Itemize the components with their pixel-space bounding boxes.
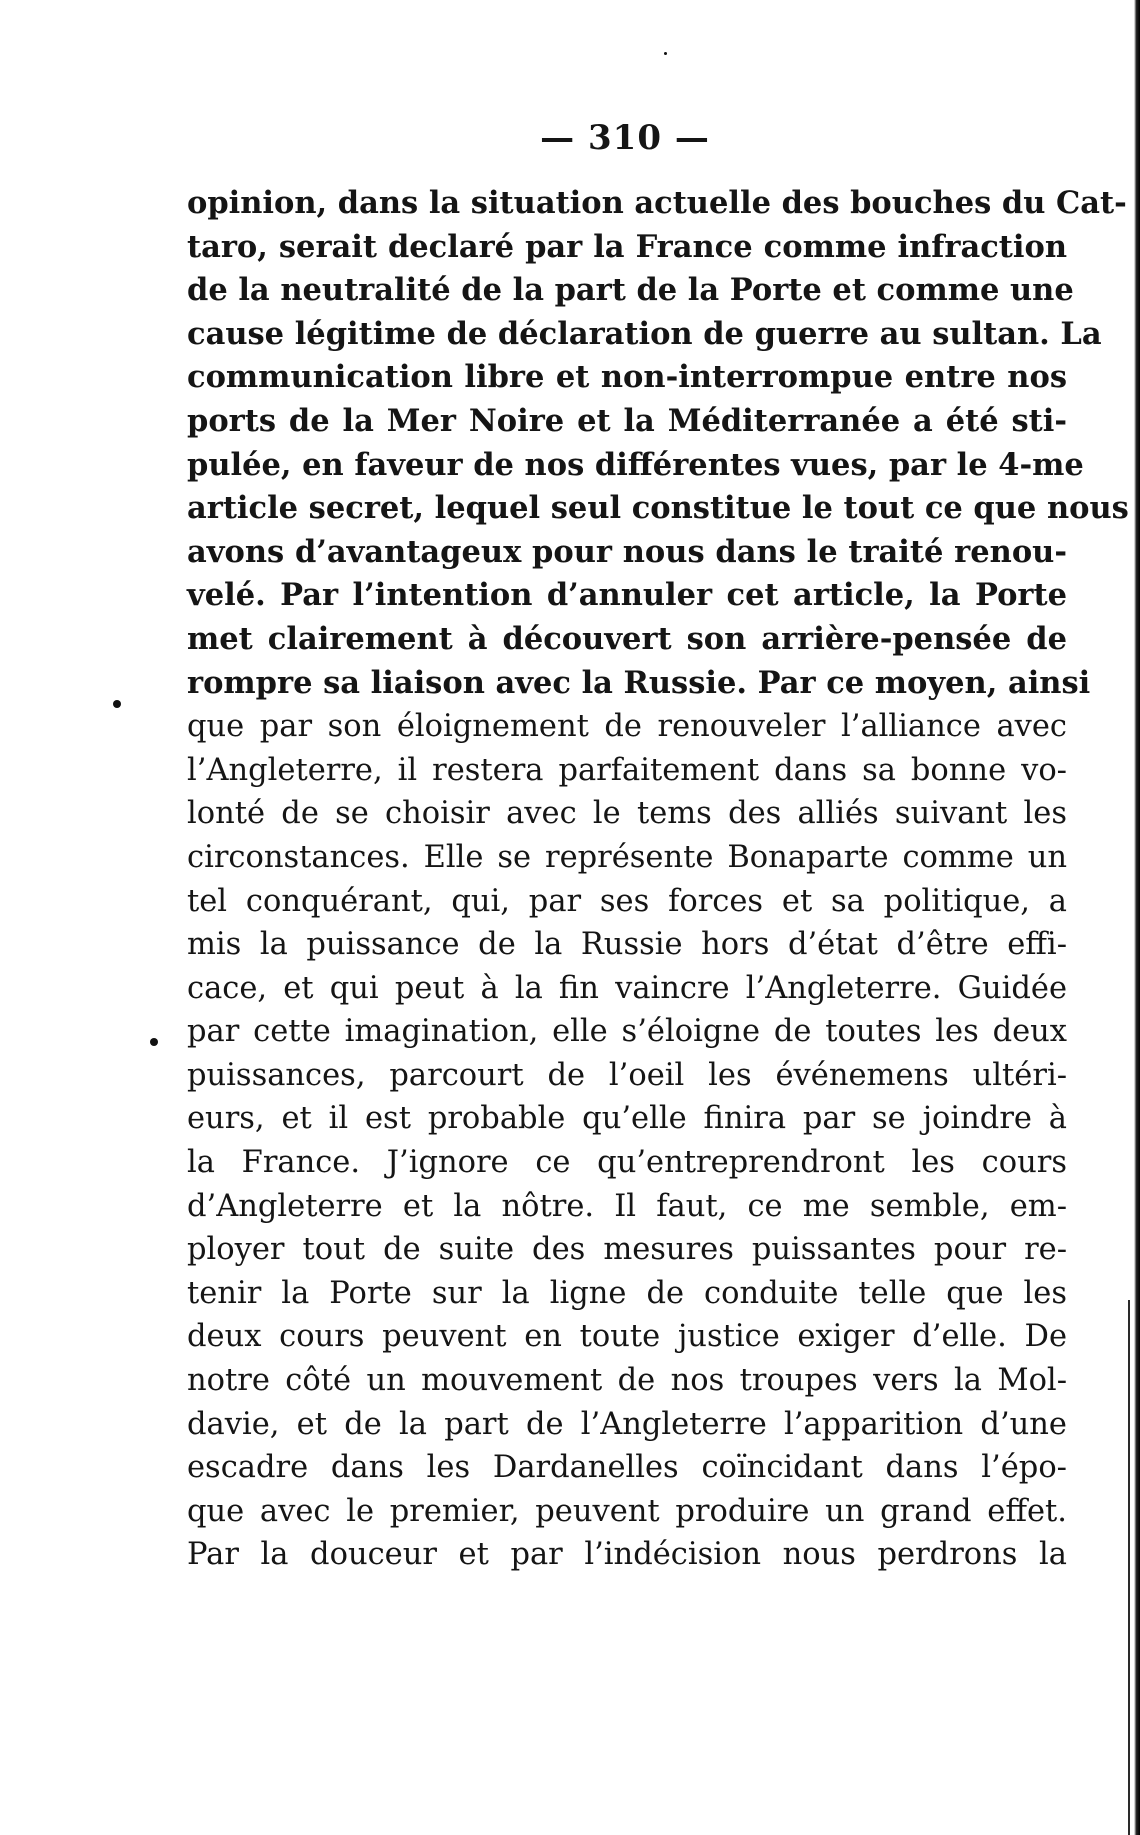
text-line: notre côté un mouvement de nos troupes vers la Mol- — [187, 1363, 1067, 1399]
text-line: ployer tout de suite des mesures puissantes pour re- — [187, 1232, 1067, 1268]
text-line: communication libre et non-interrompue entre nos — [187, 359, 1067, 396]
text-line: la France. J’ignore ce qu’entreprendront les cours — [187, 1145, 1067, 1181]
body-text — [187, 182, 1129, 1577]
text-line: deux cours peuvent en toute justice exiger d’elle. De — [187, 1319, 1067, 1355]
text-line: met clairement à découvert son arrière-pensée de — [187, 620, 1067, 657]
text-line: d’Angleterre et la nôtre. Il faut, ce me semble, em- — [187, 1188, 1067, 1224]
text-line: mis la puissance de la Russie hors d’état d’être effi- — [187, 927, 1067, 963]
text-line: ports de la Mer Noire et la Méditerranée a été sti- — [187, 402, 1067, 439]
text-line: circonstances. Elle se représente Bonaparte comme un — [187, 839, 1067, 875]
page-number: — 310 — — [540, 118, 710, 158]
text-line: tel conquérant, qui, par ses forces et sa politique, a — [187, 883, 1067, 919]
page-edge — [1134, 0, 1140, 1835]
text-line: velé. Par l’intention d’annuler cet article, la Porte — [187, 577, 1067, 614]
text-line: que par son éloignement de renouveler l’alliance avec — [187, 709, 1067, 745]
text-line: pulée, en faveur de nos différentes vues, par le 4-me — [187, 446, 1084, 483]
text-line: par cette imagination, elle s’éloigne de toutes les deux — [187, 1014, 1067, 1050]
ink-speck — [150, 1038, 158, 1046]
ink-speck — [664, 52, 667, 55]
text-line: Par la douceur et par l’indécision nous perdrons la — [187, 1537, 1067, 1573]
page-edge-shadow — [1128, 1300, 1130, 1835]
text-line: lonté de se choisir avec le tems des alliés suivant les — [187, 796, 1067, 832]
text-line: davie, et de la part de l’Angleterre l’apparition d’une — [187, 1406, 1067, 1442]
text-line: puissances, parcourt de l’oeil les événemens ultéri- — [187, 1057, 1067, 1093]
text-line: taro, serait declaré par la France comme infraction — [187, 228, 1067, 265]
text-line: rompre sa liaison avec la Russie. Par ce moyen, ainsi — [187, 664, 1091, 701]
text-line: l’Angleterre, il restera parfaitement dans sa bonne vo- — [187, 752, 1067, 788]
text-line: que avec le premier, peuvent produire un grand effet. — [187, 1493, 1067, 1529]
ink-speck — [113, 700, 121, 708]
text-line: de la neutralité de la part de la Porte et comme une — [187, 272, 1074, 309]
text-line: tenir la Porte sur la ligne de conduite telle que les — [187, 1275, 1067, 1311]
text-line: opinion, dans la situation actuelle des bouches du Cat- — [187, 185, 1127, 221]
text-line: escadre dans les Dardanelles coïncidant dans l’épo- — [187, 1450, 1067, 1486]
text-line: eurs, et il est probable qu’elle finira par se joindre à — [187, 1101, 1067, 1137]
text-line: cace, et qui peut à la fin vaincre l’Angleterre. Guidée — [187, 970, 1067, 1006]
text-line: avons d’avantageux pour nous dans le traité renou- — [187, 533, 1067, 570]
text-line: cause légitime de déclaration de guerre au sultan. La — [187, 315, 1102, 352]
text-line: article secret, lequel seul constitue le tout ce que nous — [187, 490, 1129, 527]
